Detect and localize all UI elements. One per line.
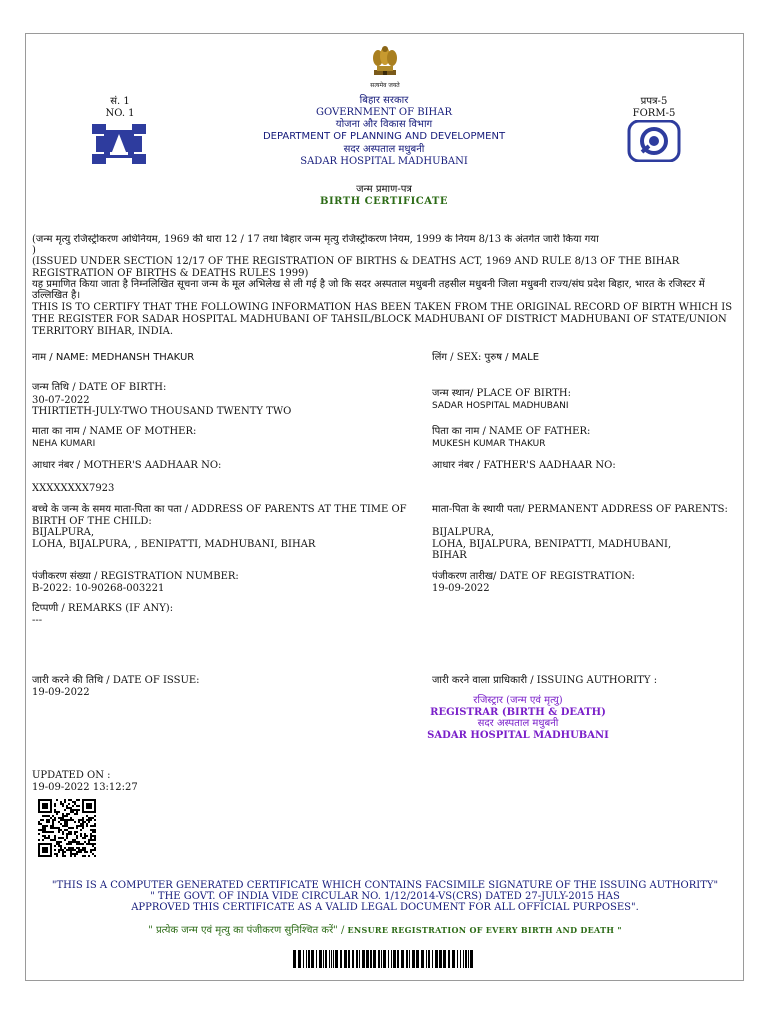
registrar-hi: रजिस्ट्रार (जन्म एवं मृत्यु) bbox=[473, 695, 563, 706]
dob-label-en: / DATE OF BIRTH: bbox=[69, 382, 167, 393]
father-label-hi: पिता का नाम / bbox=[432, 426, 486, 437]
dob-words: THIRTIETH-JULY-TWO THOUSAND TWENTY TWO bbox=[32, 406, 292, 417]
footer-line1: "THIS IS A COMPUTER GENERATED CERTIFICATE WHICH CONTAINS FACSIMILE SIGNATURE OF THE ISSUING AUTHORITY" bbox=[51, 880, 719, 891]
name-label-en: / NAME: MEDHANSH THAKUR bbox=[46, 352, 195, 363]
name-label-hi: नाम bbox=[32, 352, 47, 363]
updated-value: 19-09-2022 13:12:27 bbox=[32, 782, 138, 793]
bihar-govt-logo-icon bbox=[90, 122, 148, 166]
perm-label-hi: माता-पिता के स्थायी पता bbox=[432, 504, 522, 515]
mother-label bbox=[32, 426, 196, 438]
reg-number-value: B-2022: 10-90268-003221 bbox=[32, 583, 165, 594]
dept-en: DEPARTMENT OF PLANNING AND DEVELOPMENT bbox=[262, 131, 506, 142]
sex-label-hi: लिंग / SEX: पुरुष bbox=[432, 352, 502, 363]
govt-en: GOVERNMENT OF BIHAR bbox=[315, 107, 453, 118]
preamble-line2-en: (ISSUED UNDER SECTION 12/17 OF THE REGISTRATION OF BIRTHS & DEATHS ACT, 1969 AND RULE 8/13 OF THE BIHAR REGISTRATION OF BIRTHS & DEATHS RULES 1999) bbox=[32, 256, 680, 279]
father-aadhaar-label bbox=[432, 460, 616, 472]
preamble-line4-en: THIS IS TO CERTIFY THAT THE FOLLOWING INFORMATION HAS BEEN TAKEN FROM THE ORIGINAL RECORD OF BIRTH WHICH IS THE REGISTER FOR SADAR HOSPITAL MADHUBANI OF TAHSIL/BLOCK MADHUBANI OF DISTRICT MADHUBANI OF STATE/UNION TERRITORY BIHAR, INDIA. bbox=[32, 302, 733, 337]
barcode-icon bbox=[293, 950, 475, 968]
issue-date-label bbox=[32, 675, 200, 687]
perm-address-label bbox=[432, 504, 728, 516]
pob-label bbox=[432, 388, 571, 400]
preamble-line3-hi: यह प्रमाणित किया जाता है निम्नलिखित सूचना जन्म के मूल अभिलेख से ली गई है जो कि सदर अस्पताल मधुबनी तहसील मधुबनी जिला मधुबनी राज्य/संघ प्रदेश बिहार, भारत के रजिस्टर में उल्लिखित है। bbox=[32, 279, 705, 301]
sex-label-en: / MALE bbox=[501, 352, 540, 363]
reg-date-value: 19-09-2022 bbox=[432, 583, 490, 594]
reg-label-en: / REGISTRATION NUMBER: bbox=[90, 571, 239, 582]
mother-label-hi: माता का नाम / bbox=[32, 426, 87, 437]
perm-label-en: / PERMANENT ADDRESS OF PARENTS: bbox=[521, 504, 728, 515]
serial-no-hi: सं. 1 bbox=[110, 96, 130, 107]
form-no-hi: प्रपत्र-5 bbox=[640, 96, 668, 107]
preamble-line1-close: ) bbox=[32, 245, 36, 256]
m-aadhaar-label-hi: आधार नंबर / bbox=[32, 460, 81, 471]
registrar-hospital-hi: सदर अस्पताल मधुबनी bbox=[477, 718, 559, 729]
mother-aadhaar-label bbox=[32, 460, 221, 472]
serial-no-en: NO. 1 bbox=[105, 108, 135, 119]
m-aadhaar-label-en: MOTHER'S AADHAAR NO: bbox=[80, 460, 222, 471]
name-row bbox=[32, 352, 194, 364]
footer-line2: " THE GOVT. OF INDIA VIDE CIRCULAR NO. 1/12/2014-VS(CRS) DATED 27-JULY-2015 HAS bbox=[150, 891, 620, 902]
updated-label: UPDATED ON : bbox=[32, 770, 111, 781]
hosp-en: SADAR HOSPITAL MADHUBANI bbox=[300, 156, 468, 167]
remarks-value: --- bbox=[32, 615, 43, 626]
mother-aadhaar-value: XXXXXXXX7923 bbox=[32, 483, 115, 494]
authority-label-en: ISSUING AUTHORITY : bbox=[533, 675, 658, 686]
national-emblem-icon bbox=[367, 44, 403, 82]
issue-label-en: / DATE OF ISSUE: bbox=[103, 675, 200, 686]
crs-logo-icon bbox=[627, 120, 681, 162]
mother-value: NEHA KUMARI bbox=[32, 439, 96, 449]
dob-label-hi: जन्म तिथि bbox=[32, 382, 70, 393]
address-label bbox=[32, 504, 422, 528]
dob-label bbox=[32, 382, 166, 394]
perm-address-line1: BIJALPURA, bbox=[432, 527, 495, 538]
dob-value: 30-07-2022 bbox=[32, 395, 90, 406]
pob-label-hi: जन्म स्थान bbox=[432, 388, 470, 399]
remarks-label bbox=[32, 603, 173, 615]
title-hi: जन्म प्रमाण-पत्र bbox=[356, 184, 412, 195]
registrar-hospital-en: SADAR HOSPITAL MADHUBANI bbox=[427, 730, 609, 741]
regdate-label-en: / DATE OF REGISTRATION: bbox=[493, 571, 635, 582]
sex-row bbox=[432, 352, 539, 364]
footer-line3: APPROVED THIS CERTIFICATE AS A VALID LEGAL DOCUMENT FOR ALL OFFICIAL PURPOSES". bbox=[131, 902, 639, 913]
address-line2: LOHA, BIJALPURA, , BENIPATTI, MADHUBANI, BIHAR bbox=[32, 539, 316, 550]
slogan-en: ENSURE REGISTRATION OF EVERY BIRTH AND DEATH " bbox=[347, 925, 622, 935]
regdate-label-hi: पंजीकरण तारीख bbox=[432, 571, 494, 582]
f-aadhaar-label-hi: आधार नंबर / bbox=[432, 460, 481, 471]
footer-slogan bbox=[26, 924, 744, 937]
title-en: BIRTH CERTIFICATE bbox=[320, 196, 448, 207]
remarks-label-en: / REMARKS (IF ANY): bbox=[58, 603, 174, 614]
issuing-authority-label bbox=[432, 675, 657, 687]
address-line1: BIJALPURA, bbox=[32, 527, 95, 538]
addr-label-en: / ADDRESS OF PARENTS AT THE TIME OF BIRTH OF THE CHILD: bbox=[32, 504, 407, 527]
authority-label-hi: जारी करने वाला प्राधिकारी / bbox=[432, 675, 534, 686]
addr-label-hi: बच्चे के जन्म के समय माता-पिता का पता bbox=[32, 504, 182, 515]
registrar-en: REGISTRAR (BIRTH & DEATH) bbox=[430, 707, 606, 718]
govt-hi: बिहार सरकार bbox=[359, 95, 409, 106]
father-label bbox=[432, 426, 590, 438]
emblem-motto: सत्यमेव जयते bbox=[370, 82, 400, 89]
qr-code-icon bbox=[37, 799, 97, 857]
reg-date-label bbox=[432, 571, 635, 583]
pob-value: SADAR HOSPITAL MADHUBANI bbox=[432, 401, 569, 411]
perm-address-line3: BIHAR bbox=[432, 550, 467, 561]
issue-label-hi: जारी करने की तिथि bbox=[32, 675, 104, 686]
f-aadhaar-label-en: FATHER'S AADHAAR NO: bbox=[480, 460, 616, 471]
reg-number-label bbox=[32, 571, 239, 583]
preamble-line1-hi: (जन्म मृत्यु रजिस्ट्रीकरण अधिनियम, 1969 की धारा 12 / 17 तथा बिहार जन्म मृत्यु रजिस्ट्रीकरण नियम, 1999 के नियम 8/13 के अंतर्गत जारी किया गया bbox=[32, 234, 599, 245]
dept-hi: योजना और विकास विभाग bbox=[335, 119, 433, 130]
perm-address-line2: LOHA, BIJALPURA, BENIPATTI, MADHUBANI, bbox=[432, 539, 672, 550]
form-no-en: FORM-5 bbox=[632, 108, 676, 119]
father-label-en: NAME OF FATHER: bbox=[485, 426, 591, 437]
remarks-label-hi: टिप्पणी bbox=[32, 603, 59, 614]
slogan-hi: " प्रत्येक जन्म एवं मृत्यु का पंजीकरण सुनिश्चित करें" / bbox=[148, 925, 345, 936]
mother-label-en: NAME OF MOTHER: bbox=[86, 426, 197, 437]
issue-date-value: 19-09-2022 bbox=[32, 687, 90, 698]
father-value: MUKESH KUMAR THAKUR bbox=[432, 439, 546, 449]
hosp-hi: सदर अस्पताल मधुबनी bbox=[343, 144, 425, 155]
reg-label-hi: पंजीकरण संख्या bbox=[32, 571, 91, 582]
pob-label-en: / PLACE OF BIRTH: bbox=[469, 388, 571, 399]
